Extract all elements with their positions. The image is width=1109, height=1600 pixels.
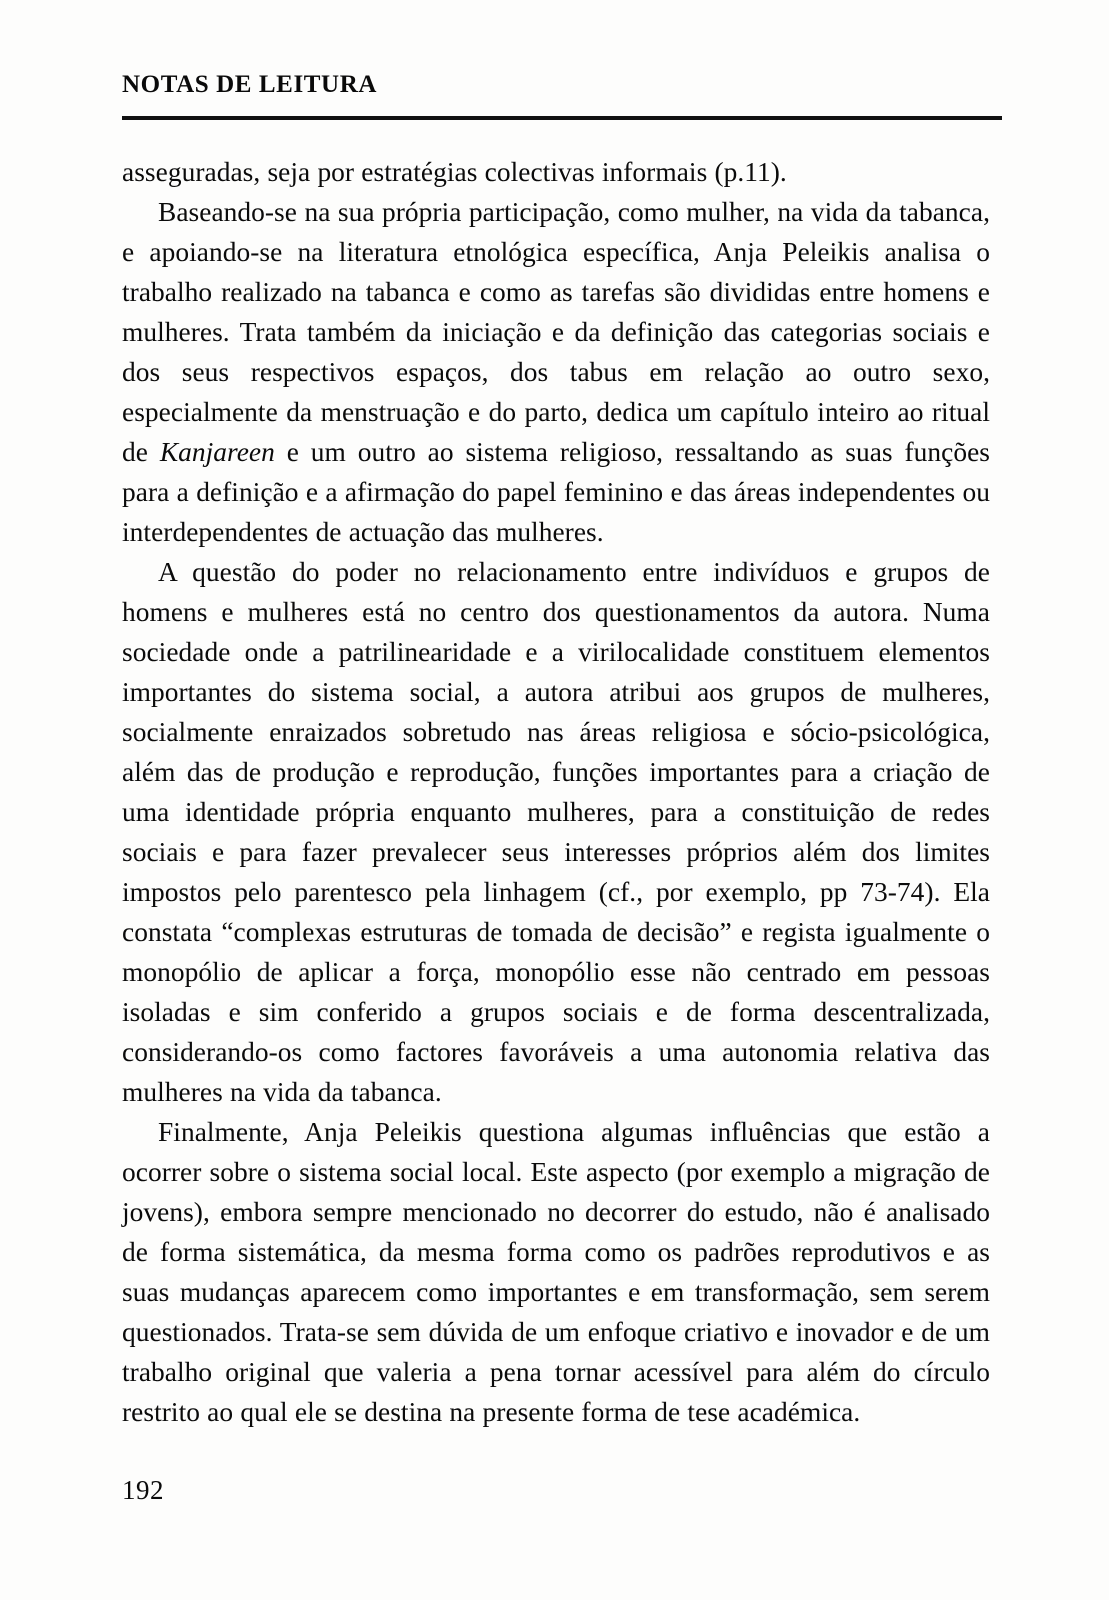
header-rule	[122, 116, 1002, 120]
paragraph-text-after-italic: e um outro ao sistema religioso, ressaltando as suas funções para a definição e a afirmação do papel feminino e das áreas independentes ou interdependentes de actuação das mulheres.	[122, 437, 990, 547]
paragraph-finalmente: Finalmente, Anja Peleikis questiona algumas influências que estão a ocorrer sobre o sistema social local. Este aspecto (por exemplo a migração de jovens), embora sempre mencionado no decorrer do estudo, não é analisado de forma sistemática, da mesma forma como os padrões reprodutivos e as suas mudanças aparecem como importantes e em transformação, sem serem questionados. Trata-se sem dúvida de um enfoque criativo e inovador e de um trabalho original que valeria a pena tornar acessível para além do círculo restrito ao qual ele se destina na presente forma de tese académica.	[122, 1117, 990, 1427]
paragraph-a-questao: A questão do poder no relacionamento entre indivíduos e grupos de homens e mulheres está no centro dos questionamentos da autora. Numa sociedade onde a patrilinearidade e a virilocalidade constituem elementos importantes do sistema social, a autora atribui aos grupos de mulheres, socialmente enraizados sobretudo nas áreas religiosa e sócio-psicológica, além das de produção e reprodução, funções importantes para a criação de uma identidade própria enquanto mulheres, para a constituição de redes sociais e para fazer prevalecer seus interesses próprios além dos limites impostos pelo parentesco pela linhagem (cf., por exemplo, pp 73-74). Ela constata “complexas estruturas de tomada de decisão” e regista igualmente o monopólio de aplicar a força, monopólio esse não centrado em pessoas isoladas e sim conferido a grupos sociais e de forma descentralizada, considerando-os como factores favoráveis a uma autonomia relativa das mulheres na vida da tabanca.	[122, 557, 990, 1107]
body-text-block	[122, 152, 990, 1432]
running-head	[122, 72, 1000, 97]
italic-term-kanjareen: Kanjareen	[159, 437, 275, 467]
paragraph-text-before-italic: Baseando-se na sua própria participação, como mulher, na vida da tabanca, e apoiando-se na literatura etnológica específica, Anja Peleikis analisa o trabalho realizado na tabanca e como as tarefas são divididas entre homens e mulheres. Trata também da iniciação e da definição das categorias sociais e dos seus respectivos espaços, dos tabus em relação ao outro sexo, especialmente da menstruação e do parto, dedica um capítulo inteiro ao ritual de	[122, 197, 990, 467]
running-head-title: NOTAS DE LEITURA	[122, 71, 378, 98]
page-number: 192	[122, 1475, 164, 1505]
paragraph-asseguradas: asseguradas, seja por estratégias colectivas informais (p.11).	[122, 157, 787, 187]
paragraph-baseando-se	[122, 192, 990, 552]
